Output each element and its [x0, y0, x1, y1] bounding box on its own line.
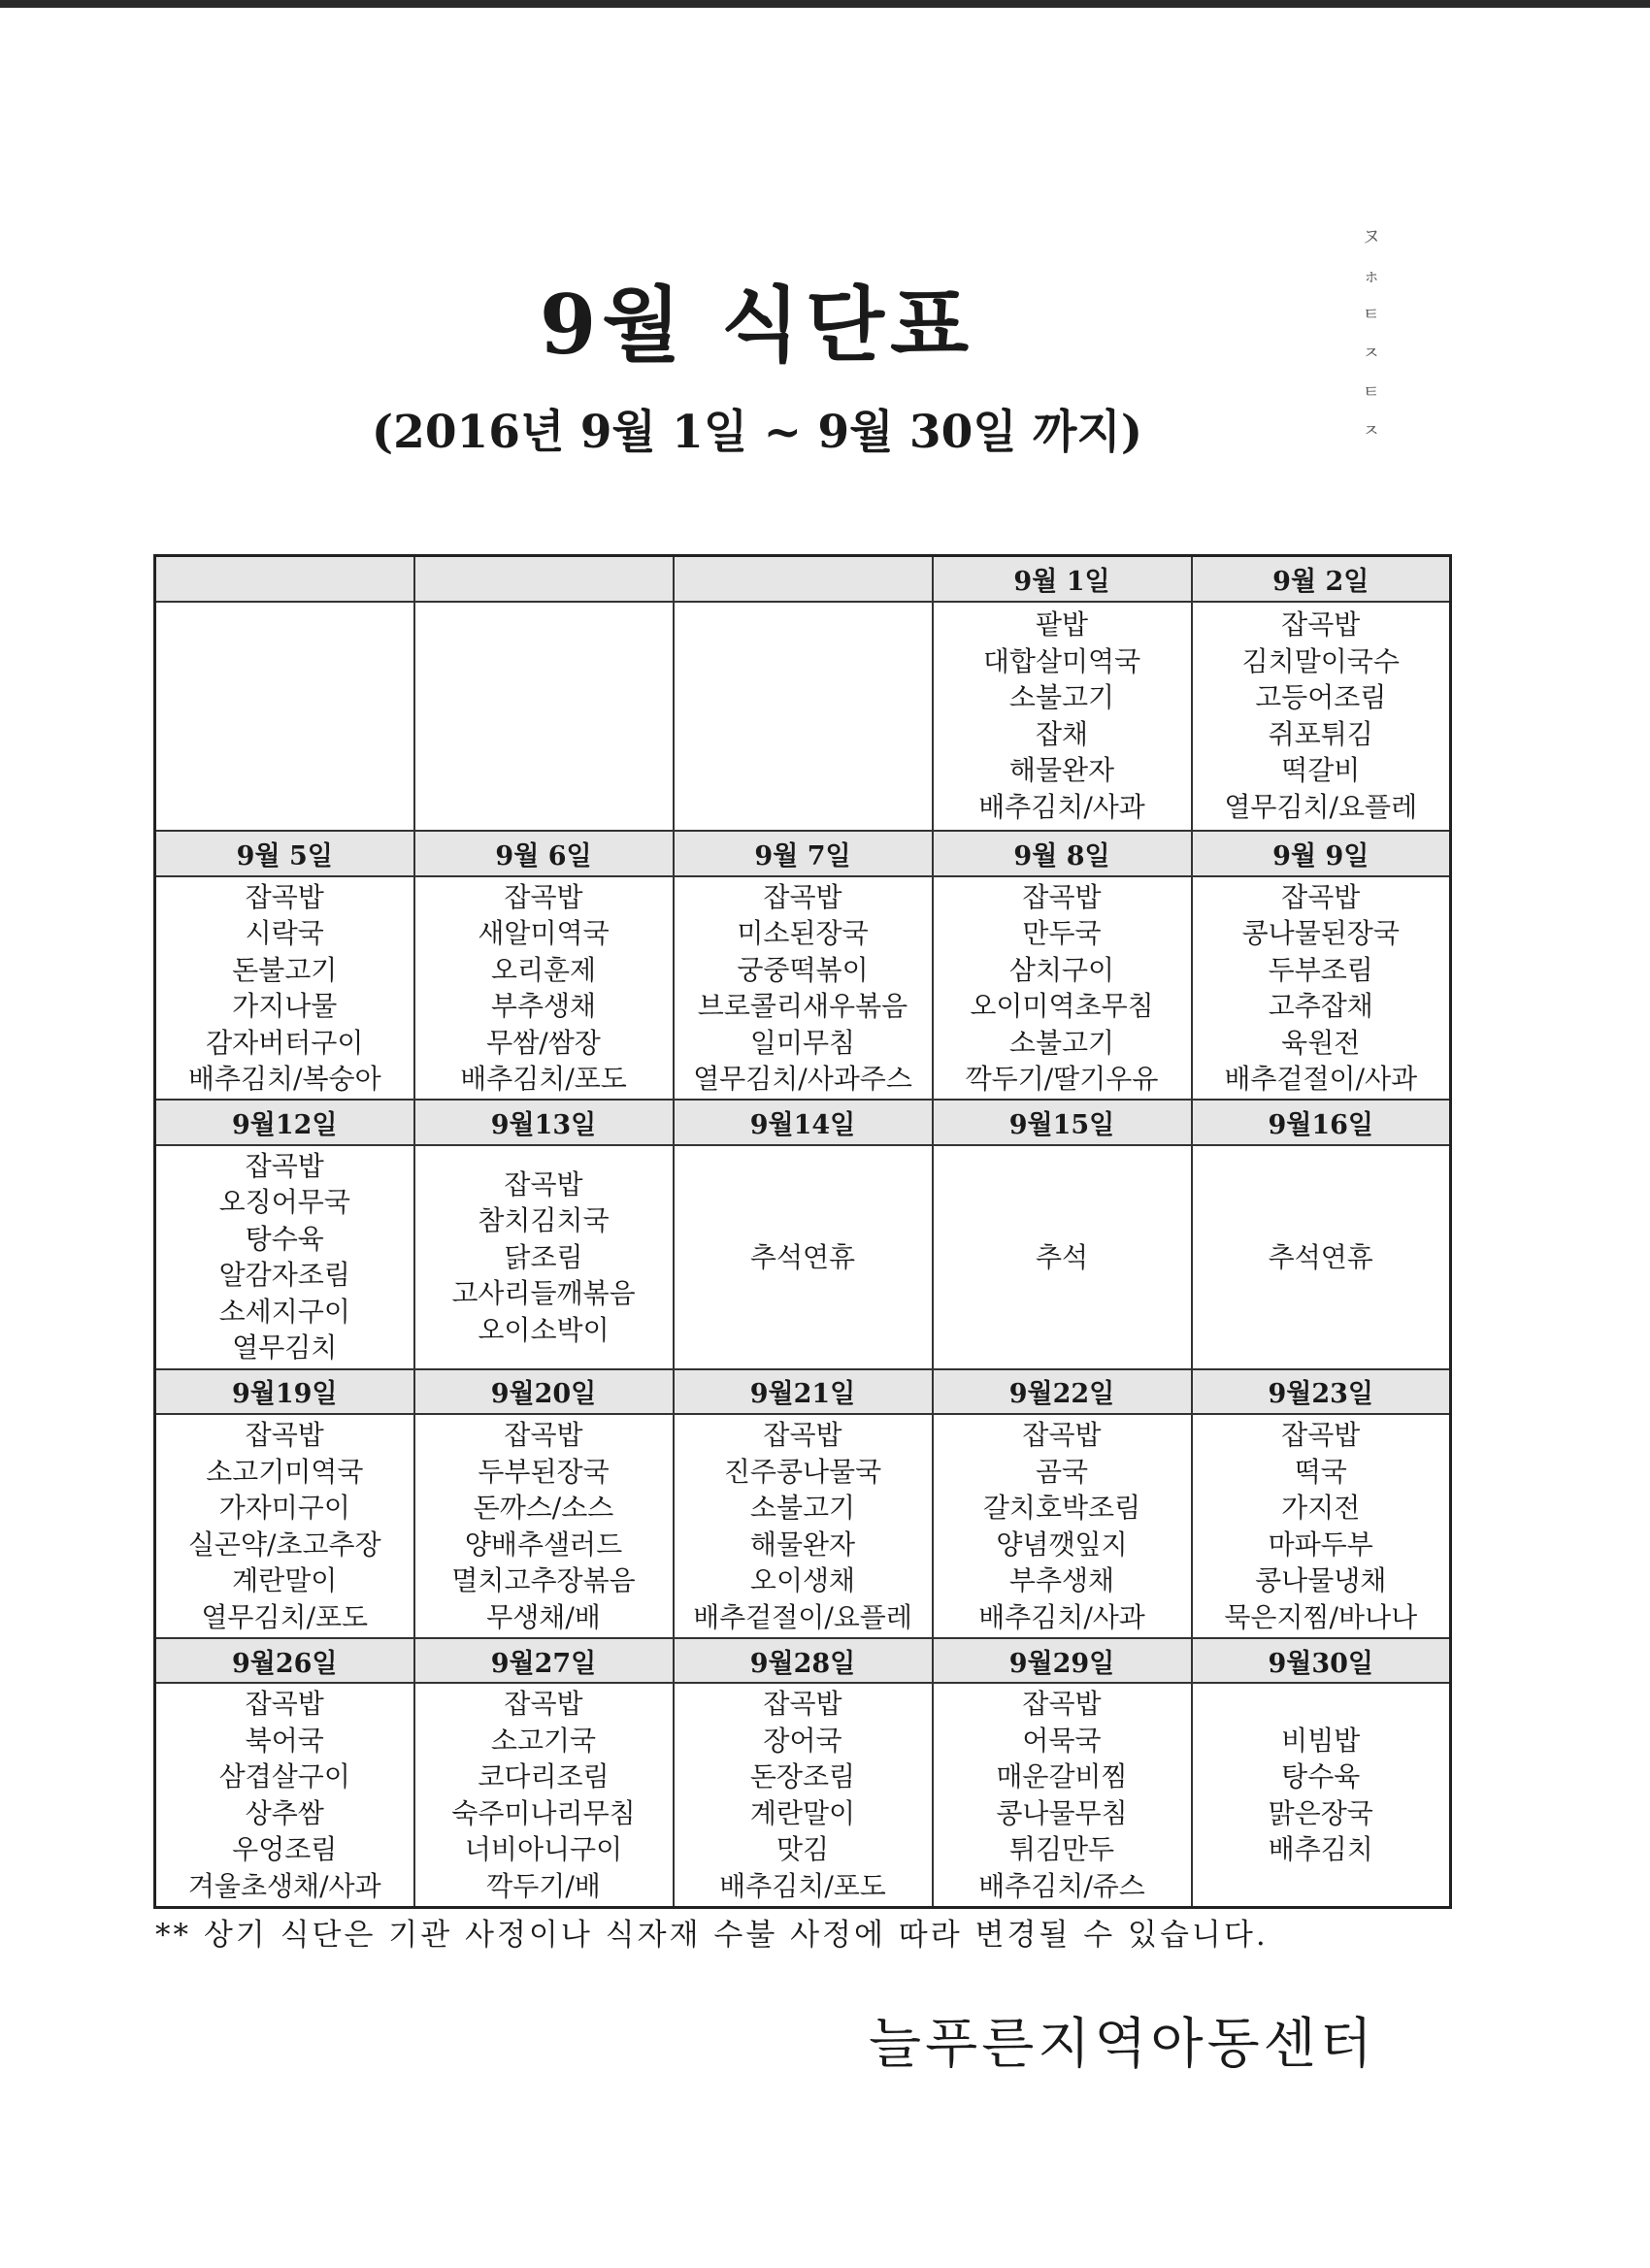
menu-item: 궁중떡볶이 — [737, 953, 869, 986]
week-menu-row — [155, 1145, 1451, 1368]
menu-item: 잡곡밥 — [763, 1688, 842, 1721]
day-menu-cell — [674, 876, 933, 1100]
menu-item: 소불고기 — [1008, 681, 1115, 714]
menu-item: 배추김치/사과 — [978, 1600, 1145, 1633]
day-date-cell: 9월 5일 — [155, 831, 414, 876]
day-date-cell: 9월 2일 — [1192, 556, 1451, 602]
menu-item: 잡곡밥 — [1022, 1419, 1102, 1452]
menu-item: 삼치구이 — [1008, 953, 1115, 986]
menu-item: 깍두기/딸기우유 — [965, 1063, 1159, 1096]
menu-item: 배추김치/복숭아 — [187, 1063, 381, 1096]
day-menu-cell — [414, 1414, 674, 1637]
day-date-cell: 9월26일 — [155, 1638, 414, 1684]
menu-item: 무생채/배 — [486, 1600, 601, 1633]
day-date-cell: 9월14일 — [674, 1100, 933, 1145]
menu-item: 오이소박이 — [478, 1313, 610, 1346]
week-date-row — [155, 1100, 1451, 1145]
menu-item: 코다리조림 — [478, 1760, 610, 1793]
menu-item: 두부조림 — [1268, 953, 1373, 986]
menu-item: 오리훈제 — [490, 953, 597, 986]
day-date-cell: 9월12일 — [155, 1100, 414, 1145]
menu-item: 열무김치 — [232, 1331, 338, 1364]
day-menu-cell — [933, 876, 1192, 1100]
day-menu-cell — [155, 602, 414, 832]
menu-item: 잡곡밥 — [504, 880, 583, 913]
menu-item: 실곤약/초고추장 — [187, 1528, 381, 1561]
menu-item: 육원전 — [1281, 1026, 1361, 1059]
day-menu-cell — [155, 1414, 414, 1637]
menu-item: 배추김치/포도 — [719, 1869, 886, 1902]
menu-item: 장어국 — [763, 1724, 842, 1757]
center-name: 늘푸른지역아동센터 — [869, 2013, 1376, 2076]
menu-item: 브로콜리새우볶음 — [697, 990, 908, 1023]
menu-item: 콩나물된장국 — [1241, 917, 1400, 950]
menu-item: 맑은장국 — [1268, 1796, 1373, 1829]
day-date-cell: 9월27일 — [414, 1638, 674, 1684]
menu-item: 잡곡밥 — [1281, 880, 1361, 913]
menu-item: 일미무침 — [749, 1026, 856, 1059]
menu-item: 잡곡밥 — [245, 1149, 324, 1182]
day-date-cell: 9월16일 — [1192, 1100, 1451, 1145]
day-date-cell — [674, 556, 933, 602]
menu-item: 열무김치/포도 — [201, 1600, 369, 1633]
menu-item: 소불고기 — [749, 1492, 856, 1525]
menu-item: 튀김만두 — [1008, 1833, 1115, 1866]
day-menu-cell — [1192, 1414, 1451, 1637]
menu-item: 잡곡밥 — [504, 1419, 583, 1452]
menu-item: 상추쌈 — [245, 1796, 324, 1829]
day-menu-cell — [933, 602, 1192, 832]
week-menu-row — [155, 876, 1451, 1100]
day-menu-cell — [414, 602, 674, 832]
menu-item: 맛김 — [776, 1833, 830, 1866]
menu-item: 잡곡밥 — [1022, 1688, 1102, 1721]
day-menu-cell — [155, 1683, 414, 1907]
menu-item: 고사리들깨볶음 — [451, 1277, 636, 1310]
menu-item: 계란말이 — [749, 1796, 856, 1829]
day-menu-cell — [1192, 602, 1451, 832]
day-menu-cell — [933, 1414, 1192, 1637]
day-menu-cell — [414, 1683, 674, 1907]
day-date-cell: 9월22일 — [933, 1369, 1192, 1415]
menu-item: 해물완자 — [1008, 754, 1115, 787]
menu-item: 콩나물무침 — [996, 1796, 1128, 1829]
menu-item: 떡국 — [1294, 1455, 1347, 1488]
menu-item: 소고기국 — [490, 1724, 597, 1757]
day-menu-cell — [933, 1683, 1192, 1907]
menu-item: 새알미역국 — [478, 917, 610, 950]
menu-item: 잡곡밥 — [245, 1688, 324, 1721]
day-menu-cell — [933, 1145, 1192, 1368]
menu-item: 시락국 — [245, 917, 324, 950]
menu-item: 참치김치국 — [478, 1204, 610, 1237]
menu-item: 잡곡밥 — [1281, 1419, 1361, 1452]
week-date-row — [155, 1369, 1451, 1415]
day-date-cell: 9월29일 — [933, 1638, 1192, 1684]
menu-item: 진주콩나물국 — [723, 1455, 882, 1488]
menu-item: 알감자조림 — [218, 1259, 350, 1292]
menu-item: 열무김치/사과주스 — [693, 1063, 912, 1096]
menu-item: 잡곡밥 — [504, 1688, 583, 1721]
menu-item: 마파두부 — [1268, 1528, 1373, 1561]
menu-item: 팥밥 — [1035, 608, 1089, 641]
menu-item: 탕수육 — [245, 1222, 324, 1255]
menu-item: 곰국 — [1035, 1455, 1089, 1488]
menu-item: 탕수육 — [1281, 1760, 1361, 1793]
menu-item: 두부된장국 — [478, 1455, 610, 1488]
day-date-cell: 9월20일 — [414, 1369, 674, 1415]
menu-item: 돈불고기 — [232, 953, 338, 986]
menu-item: 겨울초생채/사과 — [187, 1869, 381, 1902]
menu-item: 열무김치/요플레 — [1224, 790, 1418, 823]
day-menu-cell — [674, 1145, 933, 1368]
menu-item: 부추생채 — [1008, 1564, 1115, 1597]
menu-item: 묵은지찜/바나나 — [1224, 1600, 1418, 1633]
menu-item: 잡곡밥 — [763, 1419, 842, 1452]
menu-item: 배추김치/쥬스 — [978, 1869, 1145, 1902]
menu-item: 삼겹살구이 — [218, 1760, 350, 1793]
day-menu-cell — [1192, 1683, 1451, 1907]
menu-item: 잡곡밥 — [763, 880, 842, 913]
day-menu-cell — [155, 1145, 414, 1368]
day-date-cell: 9월 6일 — [414, 831, 674, 876]
menu-item: 배추김치/포도 — [460, 1063, 627, 1096]
menu-table — [153, 554, 1452, 1909]
menu-item: 오이미역초무침 — [970, 990, 1154, 1023]
menu-item: 대합살미역국 — [982, 644, 1141, 677]
menu-item: 고추잡채 — [1268, 990, 1373, 1023]
menu-item: 양배추샐러드 — [464, 1528, 623, 1561]
menu-item: 잡곡밥 — [504, 1167, 583, 1200]
menu-item: 잡곡밥 — [245, 880, 324, 913]
menu-item: 배추겉절이/요플레 — [693, 1600, 912, 1633]
menu-item: 잡곡밥 — [1281, 608, 1361, 641]
menu-item: 부추생채 — [490, 990, 597, 1023]
day-menu-cell — [155, 876, 414, 1100]
day-menu-cell — [414, 876, 674, 1100]
menu-item: 가지전 — [1281, 1492, 1361, 1525]
week-date-row — [155, 556, 1451, 602]
menu-item: 오징어무국 — [218, 1186, 350, 1219]
day-menu-cell — [414, 1145, 674, 1368]
menu-item: 추석연휴 — [749, 1240, 856, 1273]
day-menu-cell — [674, 1414, 933, 1637]
menu-item: 잡곡밥 — [1022, 880, 1102, 913]
menu-item: 잡곡밥 — [245, 1419, 324, 1452]
day-date-cell: 9월13일 — [414, 1100, 674, 1145]
menu-item: 추석 — [1035, 1240, 1089, 1273]
menu-item: 콩나물냉채 — [1255, 1564, 1387, 1597]
menu-item: 쥐포튀김 — [1268, 717, 1373, 750]
menu-item: 비빔밥 — [1281, 1724, 1361, 1757]
day-date-cell: 9월23일 — [1192, 1369, 1451, 1415]
menu-item: 소고기미역국 — [206, 1455, 364, 1488]
day-date-cell: 9월28일 — [674, 1638, 933, 1684]
day-date-cell: 9월 1일 — [933, 556, 1192, 602]
menu-item: 돈까스/소스 — [473, 1492, 614, 1525]
scan-edge-marks: ヌ ㇹ ㅌ ㅈ ㅌ ㅈ — [1363, 227, 1380, 442]
menu-item: 미소된장국 — [737, 917, 869, 950]
menu-item: 숙주미나리무침 — [451, 1796, 636, 1829]
menu-item: 우엉조림 — [232, 1833, 338, 1866]
menu-item: 오이생채 — [749, 1564, 856, 1597]
menu-item: 매운갈비찜 — [996, 1760, 1128, 1793]
menu-item: 닭조림 — [504, 1240, 583, 1273]
scan-top-edge — [0, 0, 1650, 8]
day-menu-cell — [1192, 1145, 1451, 1368]
menu-item: 너비아니구이 — [464, 1833, 623, 1866]
menu-item: 갈치호박조림 — [982, 1492, 1141, 1525]
menu-item: 소세지구이 — [218, 1295, 350, 1328]
menu-item: 가지나물 — [232, 990, 338, 1023]
menu-item: 멸치고추장볶음 — [451, 1564, 636, 1597]
menu-item: 배추김치/사과 — [978, 790, 1145, 823]
menu-item: 배추김치 — [1268, 1833, 1373, 1866]
menu-item: 북어국 — [245, 1724, 324, 1757]
menu-item: 계란말이 — [232, 1564, 338, 1597]
menu-item: 깍두기/배 — [486, 1869, 601, 1902]
menu-item: 추석연휴 — [1268, 1240, 1373, 1273]
menu-item: 소불고기 — [1008, 1026, 1115, 1059]
week-date-row — [155, 831, 1451, 876]
page-title: 9월 식단표 — [539, 277, 975, 373]
menu-item: 감자버터구이 — [206, 1026, 364, 1059]
day-menu-cell — [674, 602, 933, 832]
menu-item: 배추겉절이/사과 — [1224, 1063, 1418, 1096]
menu-item: 양념깻잎지 — [996, 1528, 1128, 1561]
menu-item: 김치말이국수 — [1241, 644, 1400, 677]
week-menu-row — [155, 602, 1451, 832]
week-date-row — [155, 1638, 1451, 1684]
menu-item: 떡갈비 — [1281, 754, 1361, 787]
day-date-cell: 9월15일 — [933, 1100, 1192, 1145]
day-date-cell — [155, 556, 414, 602]
menu-item: 무쌈/쌈장 — [486, 1026, 601, 1059]
menu-item: 어묵국 — [1022, 1724, 1102, 1757]
footnote: ** 상기 식단은 기관 사정이나 식자재 수불 사정에 따라 변경될 수 있습니다. — [155, 1918, 1269, 1953]
menu-item: 해물완자 — [749, 1528, 856, 1561]
day-date-cell: 9월30일 — [1192, 1638, 1451, 1684]
menu-item: 잡채 — [1035, 717, 1089, 750]
menu-item: 고등어조림 — [1255, 681, 1387, 714]
menu-item: 만두국 — [1022, 917, 1102, 950]
week-menu-row — [155, 1683, 1451, 1907]
menu-item: 가자미구이 — [218, 1492, 350, 1525]
day-menu-cell — [674, 1683, 933, 1907]
date-range-subtitle: (2016년 9월 1일 ~ 9월 30일 까지) — [371, 406, 1143, 459]
day-date-cell — [414, 556, 674, 602]
day-date-cell: 9월21일 — [674, 1369, 933, 1415]
menu-item: 돈장조림 — [749, 1760, 856, 1793]
day-menu-cell — [1192, 876, 1451, 1100]
day-date-cell: 9월 7일 — [674, 831, 933, 876]
day-date-cell: 9월 9일 — [1192, 831, 1451, 876]
week-menu-row — [155, 1414, 1451, 1637]
day-date-cell: 9월 8일 — [933, 831, 1192, 876]
day-date-cell: 9월19일 — [155, 1369, 414, 1415]
